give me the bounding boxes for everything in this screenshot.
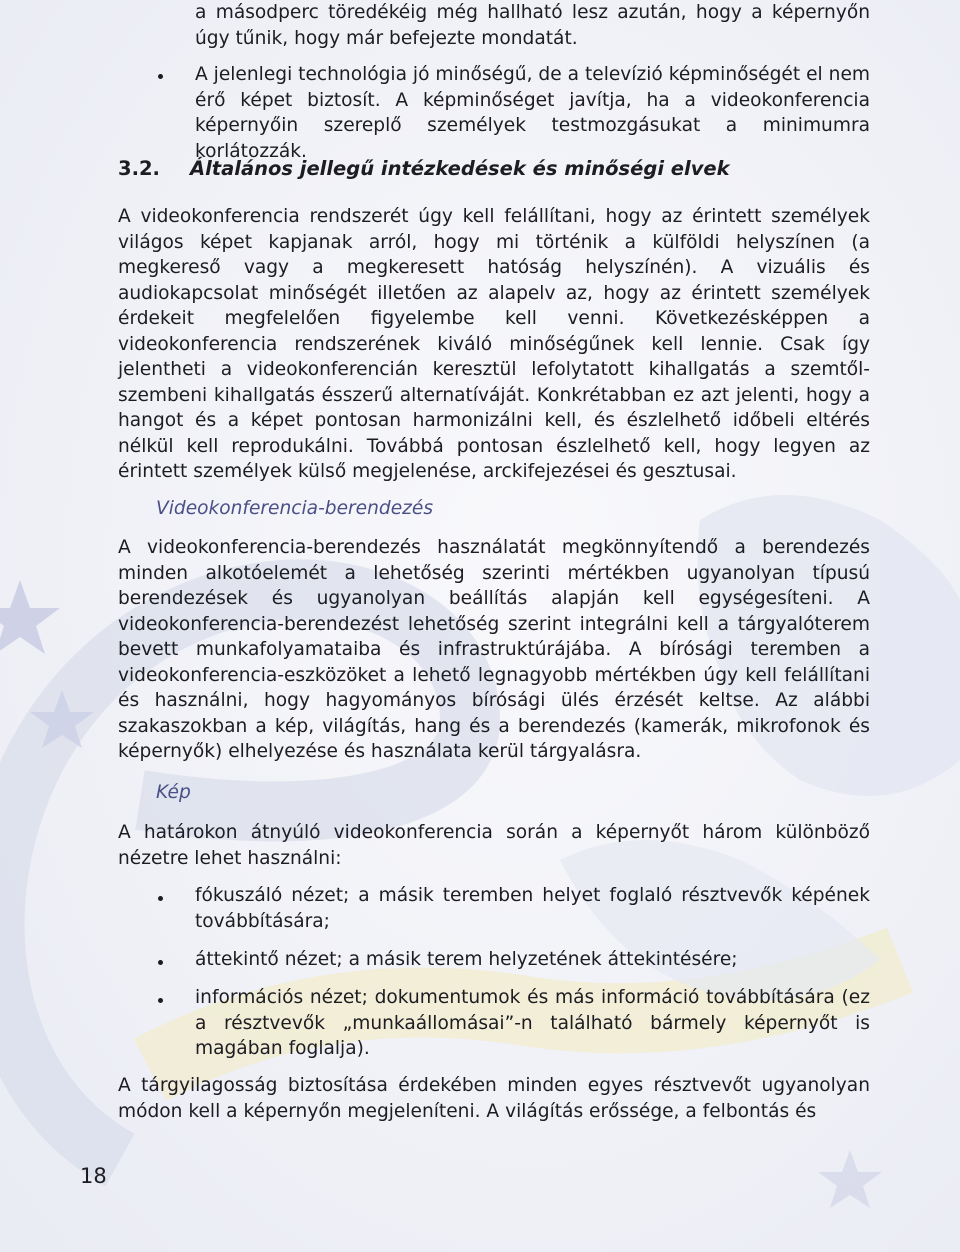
list-item: fókuszáló nézet; a másik teremben helyet foglaló résztvevők képének továbbítására; <box>195 885 870 932</box>
list-item: információs nézet; dokumentumok és más információ továbbítására (ez a résztvevők „munkaállomásai”-n található bármely képernyőt is magában foglalja). <box>195 987 870 1059</box>
list-item: áttekintő nézet; a másik terem helyzetének áttekintésére; <box>195 949 738 970</box>
section-title: Általános jellegű intézkedések és minőségi elvek <box>190 157 730 180</box>
image-intro: A határokon átnyúló videokonferencia során a képernyőt három különböző nézetre lehet használni: <box>118 822 870 869</box>
closing-paragraph: A tárgyilagosság biztosítása érdekében minden egyes résztvevőt ugyanolyan módon kell a képernyőn megjeleníteni. A világítás erőssége, a felbontás és <box>118 1075 870 1122</box>
section-number: 3.2. <box>118 157 160 180</box>
equipment-heading: Videokonferencia-berendezés <box>156 498 434 519</box>
bullet-icon <box>158 74 163 79</box>
section-heading <box>118 156 730 181</box>
intro-continuation: a másodperc töredékéig még hallható lesz azután, hogy a képernyőn úgy tűnik, hogy már befejezte mondatát. <box>195 2 870 49</box>
bullet-icon <box>158 896 163 901</box>
intro-bullet: A jelenlegi technológia jó minőségű, de a televízió képminőségét el nem érő képet biztosít. A képminőséget javítja, ha a videokonferencia képernyőin szereplő személyek testmozgásukat a minimumra korlátozzák. <box>195 64 870 162</box>
image-heading: Kép <box>156 782 191 803</box>
bullet-icon <box>158 998 163 1003</box>
bullet-icon <box>158 960 163 965</box>
equipment-paragraph: A videokonferencia-berendezés használatát megkönnyítendő a berendezés minden alkotóelemét a lehetőség szerinti mértékben ugyanolyan típusú berendezések és ugyanolyan beállítás alapján kell egységesíteni. A videokonferencia-berendezést lehetőség szerint integrálni kell a tárgyalóterem bevett munkafolyamataiba és infrastruktúrájába. A bírósági teremben a videokonferencia-eszközöket a lehető legnagyobb mértékben úgy kell felállítani és használni, hogy hagyományos bírósági ülés érzését keltse. Az alábbi szakaszokban a kép, világítás, hang és a berendezés (kamerák, mikrofonok és képernyők) elhelyezése és használata kerül tárgyalásra. <box>118 537 870 762</box>
page-number: 18 <box>80 1164 107 1188</box>
section-paragraph: A videokonferencia rendszerét úgy kell felállítani, hogy az érintett személyek világos képet kapjanak arról, hogy mi történik a külföldi helyszínen (a megkereső vagy a megkeresett hatóság helyszínén). A vizuális és audiokapcsolat minőségét illetően az alapelv az, hogy az érintett személyek érdekeit megfelelően figyelembe kell venni. Következésképpen a videokonferencia rendszerének kiváló minőségűnek kell lennie. Csak így jelentheti a videokonferencián keresztül lefolytatott kihallgatás a szemtől-szembeni kihallgatás ésszerű alternatíváját. Konkrétabban ez azt jelenti, hogy a hangot és a képet pontosan harmonizálni kell, és észlelhető időbeli eltérés nélkül kell reprodukálni. Továbbá pontosan észlelhető kell, hogy legyen az érintett személyek külső megjelenése, arckifejezései és gesztusai. <box>118 206 870 482</box>
